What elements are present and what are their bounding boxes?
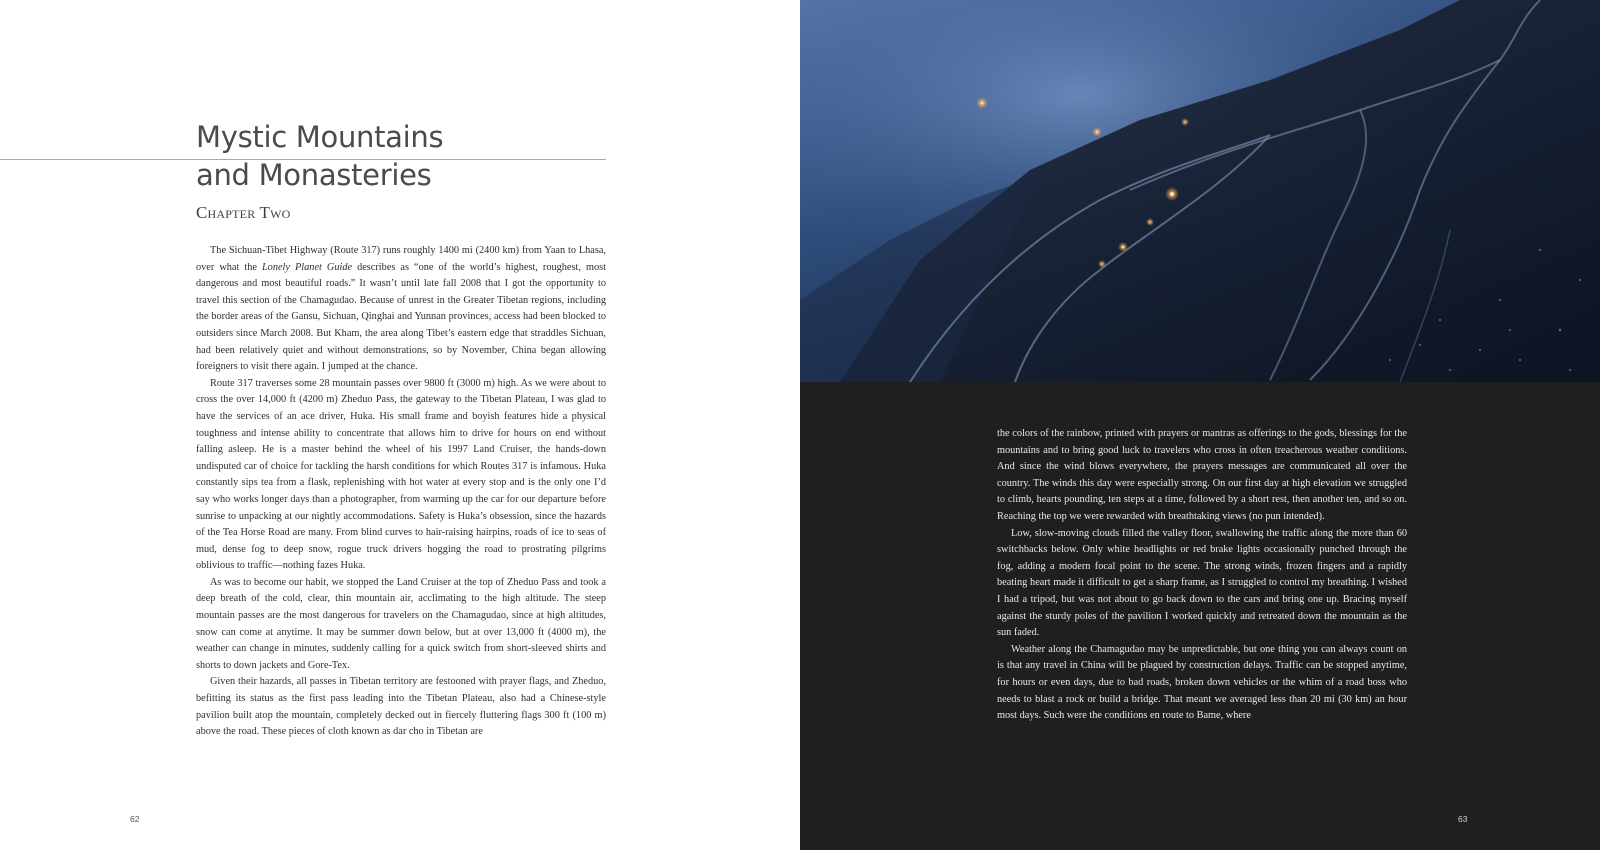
chapter-label: Chapter Two	[196, 203, 291, 222]
body-paragraph: Low, slow-moving clouds filled the valley floor, swallowing the traffic along the more than 60 switchbacks below. Only white headlights or red brake lights occasionally punched through the fog, adding a modern focal point to the scene. The strong winds, frozen fingers and a rapidly beating heart made it difficult to get a sharp frame, as I struggled to control my breathing. I wished I had a tripod, but was not about to go back down to the cars and bring one up. Bracing myself against the sturdy poles of the pavilion I worked quickly and retreated down the mountain as the sun faded.	[997, 527, 1407, 639]
body-paragraph: Weather along the Chamagudao may be unpredictable, but one thing you can always count on is that any travel in China will be plagued by construction delays. Traffic can be stopped anytime, for hours or even days, due to bad roads, broken down vehicles or the whim of a road boss who needs to blast a rock or build a bridge. That meant we averaged less than 20 mi (30 km) an hour most days. Such were the conditions en route to Bame, where	[997, 643, 1407, 722]
body-paragraph: Route 317 traverses some 28 mountain passes over 9800 ft (3000 m) high. As we were about to cross the over 14,000 ft (4200 m) Zheduo Pass, the gateway to the Tibetan Plateau, I was glad to have the services of an ace driver, Huka. His small frame and boyish features hide a physical toughness and intense ability to concentrate that allows him to drive for hours on end without falling asleep. He is a master behind the wheel of his 1997 Land Cruiser, the hands-down undisputed car of choice for tackling the harsh conditions for which Routes 317 is infamous. Huka constantly sips tea from a flask, replenishing with hot water at every stop and is the only one I’d say who works longer days than a photographer, from warming up the car for our departure before sunrise to unpacking at our nightly accommodations. Safety is Huka’s obsession, since the hazards of the Tea Horse Road are many. From blind curves to hair-raising hairpins, roads of ice to seas of mud, dense fog to deep snow, rogue truck drivers hogging the road to prostrating pilgrims oblivious to traffic—nothing fazes Huka.	[196, 377, 606, 572]
page-number-left: 62	[130, 814, 140, 824]
right-body-text	[997, 426, 1407, 725]
body-paragraph: Given their hazards, all passes in Tibetan territory are festooned with prayer flags, and Zheduo, befitting its status as the first pass leading into the Tibetan Plateau, also had a Chinese-style pavilion built atop the mountain, completely decked out in fiercely fluttering flags 300 ft (100 m) above the road. These pieces of cloth known as dar cho in Tibetan are	[196, 676, 606, 738]
page-number-right: 63	[1458, 814, 1468, 824]
chapter-title-line-1: Mystic Mountains	[196, 120, 444, 154]
chapter-title	[196, 118, 616, 194]
chapter-title-line-2: and Monasteries	[196, 158, 432, 192]
left-body-text	[196, 243, 606, 741]
mountain-road-photo	[800, 0, 1600, 382]
paragraph-text: describes as “one of the world’s highest, roughest, most dangerous and most beautiful roads.” It wasn’t until late fall 2008 that I got the opportunity to travel this section of the Chamagudao. Because of unrest in the Greater Tibetan regions, including the border areas of the Gansu, Sichuan, Qinghai and Yunnan provinces, access had been blocked to outsiders since March 2008. But Kham, the area along Tibet’s eastern edge that straddles Sichuan, had been relatively quiet and without demonstrations, so by November, China began allowing foreigners to visit there again. I jumped at the chance.	[196, 261, 606, 373]
body-paragraph: As was to become our habit, we stopped the Land Cruiser at the top of Zheduo Pass and took a deep breath of the cold, clear, thin mountain air, acclimating to the high altitude. The steep mountain passes are the most dangerous for travelers on the Chamagudao, since at high altitudes, snow can come at anytime. It may be summer down below, but at over 13,000 ft (4000 m), the weather can change in minutes, suddenly calling for a quick switch from short-sleeved shirts and shorts to down jackets and Gore-Tex.	[196, 576, 606, 671]
book-title-italic: Lonely Planet Guide	[261, 261, 353, 273]
body-paragraph	[196, 243, 606, 376]
paragraph-text: The Sichuan-Tibet Highway (Route 317) runs roughly 1400 mi (2400 km) from Yaan to Lhasa, over what the	[196, 245, 606, 273]
body-paragraph: the colors of the rainbow, printed with prayers or mantras as offerings to the gods, blessings for the mountains and to bring good luck to travelers who cross in often treacherous weather conditions. And since the wind blows everywhere, the prayers messages are communicated all over the country. The winds this day were especially strong. On our first day at high elevation we struggled to climb, hearts pounding, ten steps at a time, followed by a short rest, then another ten, and so on. Reaching the top we were rewarded with breathtaking views (no pun intended).	[997, 428, 1407, 522]
